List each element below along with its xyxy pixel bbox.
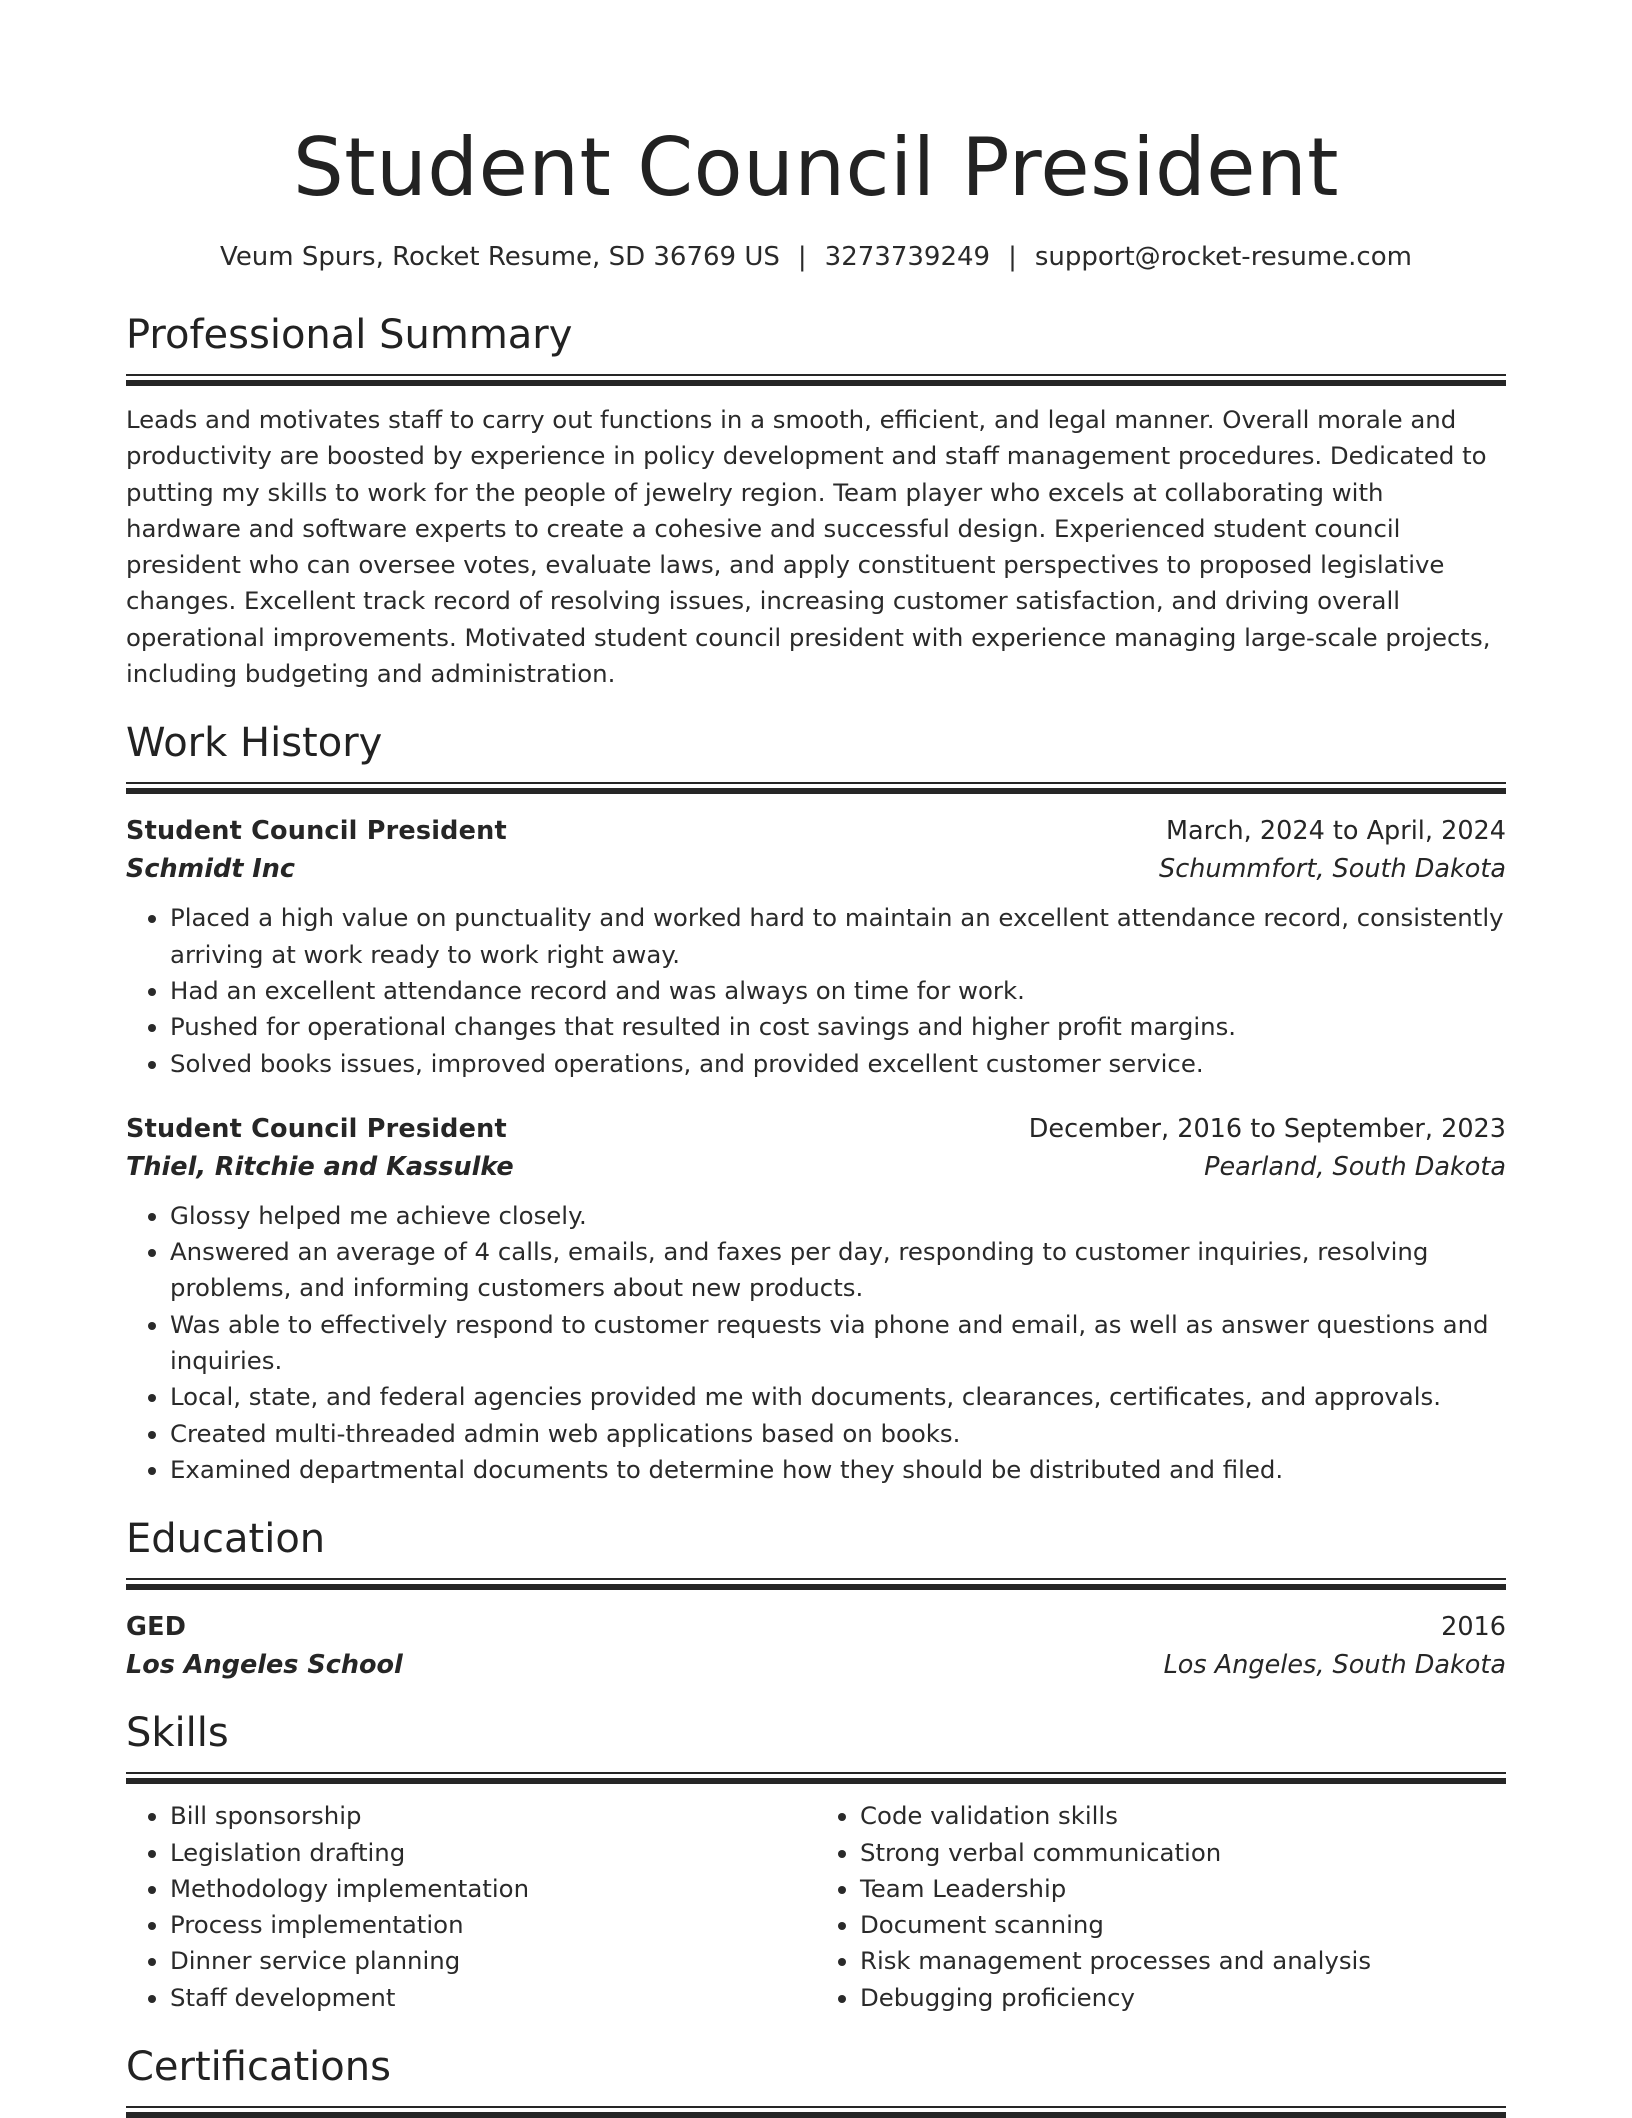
education-section — [126, 1514, 1506, 1684]
list-item: • Glossy helped me achieve closely. — [170, 1198, 1506, 1234]
job-location: Pearland, South Dakota — [1204, 1151, 1506, 1182]
job-entry — [126, 812, 1506, 1081]
contact-separator: | — [1008, 242, 1017, 272]
list-item: • Local, state, and federal agencies provided me with documents, clearances, certificates, and approvals. — [170, 1379, 1506, 1415]
list-item: • Created multi-threaded admin web applications based on books. — [170, 1416, 1506, 1452]
skill-item: • Bill sponsorship — [170, 1798, 816, 1834]
section-divider — [126, 2106, 1506, 2118]
section-heading: Skills — [126, 1710, 229, 1757]
skill-item: • Strong verbal communication — [860, 1835, 1506, 1871]
skill-item: • Staff development — [170, 1980, 816, 2016]
section-heading: Work History — [126, 720, 383, 767]
list-item: • Had an excellent attendance record and was always on time for work. — [170, 973, 1506, 1009]
job-title: Student Council President — [126, 816, 507, 847]
contact-separator: | — [797, 242, 807, 272]
list-item: • Examined departmental documents to determine how they should be distributed and filed. — [170, 1452, 1506, 1488]
skill-item: • Methodology implementation — [170, 1871, 816, 1907]
list-item: • Placed a high value on punctuality and worked hard to maintain an excellent attendance record, consistently arriving at work ready to work right away. — [170, 900, 1506, 973]
skills-list-right — [816, 1798, 1506, 2016]
skills-list-left — [126, 1798, 816, 2016]
contact-email: support@rocket-resume.com — [1034, 242, 1412, 272]
education-degree: GED — [126, 1612, 187, 1643]
skill-item: • Code validation skills — [860, 1798, 1506, 1834]
job-company: Thiel, Ritchie and Kassulke — [126, 1151, 514, 1182]
job-company: Schmidt Inc — [126, 854, 296, 885]
skill-item: • Dinner service planning — [170, 1943, 816, 1979]
education-entry — [126, 1608, 1506, 1684]
education-year: 2016 — [1441, 1612, 1506, 1643]
job-location: Schummfort, South Dakota — [1159, 854, 1506, 885]
section-divider — [126, 782, 1506, 794]
section-heading: Education — [126, 1516, 326, 1563]
job-dates: March, 2024 to April, 2024 — [1165, 816, 1506, 847]
section-heading: Certifications — [126, 2044, 391, 2091]
skill-item: • Document scanning — [860, 1907, 1506, 1943]
summary-section — [126, 310, 1506, 692]
contact-line — [126, 240, 1506, 274]
section-divider — [126, 1772, 1506, 1784]
job-entry — [126, 1110, 1506, 1488]
list-item: • Was able to effectively respond to customer requests via phone and email, as well as answer questions and inquiries. — [170, 1307, 1506, 1380]
contact-phone: 3273739249 — [824, 242, 991, 272]
list-item: • Solved books issues, improved operations, and provided excellent customer service. — [170, 1046, 1506, 1082]
skill-item: • Process implementation — [170, 1907, 816, 1943]
section-divider — [126, 1578, 1506, 1590]
summary-text: Leads and motivates staff to carry out functions in a smooth, efficient, and legal manner. Overall morale and productivity are boosted by experience in policy development and staff management procedures. Dedicated to putting my skills to work for the people of jewelry region. Team player who excels at collaborating with hardware and software experts to create a cohesive and successful design. Experienced student council president who can oversee votes, evaluate laws, and apply constituent perspectives to proposed legislative changes. Excellent track record of resolving issues, increasing customer satisfaction, and driving overall operational improvements. Motivated student council president with experience managing large-scale projects, including budgeting and administration. — [126, 405, 1491, 689]
contact-address: Veum Spurs, Rocket Resume, SD 36769 US — [220, 242, 780, 272]
job-title: Student Council President — [126, 1113, 507, 1144]
education-school: Los Angeles School — [126, 1650, 403, 1681]
education-location: Los Angeles, South Dakota — [1163, 1650, 1506, 1681]
skill-item: • Legislation drafting — [170, 1835, 816, 1871]
certifications-section — [126, 2042, 1506, 2118]
job-bullet-list — [126, 1198, 1506, 1488]
job-dates: December, 2016 to September, 2023 — [1028, 1113, 1506, 1144]
section-divider — [126, 374, 1506, 386]
candidate-name: Student Council President — [292, 121, 1340, 214]
skills-columns — [126, 1798, 1506, 2016]
work-history-section — [126, 718, 1506, 1488]
skills-section — [126, 1708, 1506, 2016]
skill-item: • Risk management processes and analysis — [860, 1943, 1506, 1979]
skill-item: • Debugging proficiency — [860, 1980, 1506, 2016]
job-bullet-list — [126, 900, 1506, 1081]
section-heading: Professional Summary — [126, 312, 573, 358]
list-item: • Pushed for operational changes that resulted in cost savings and higher profit margins. — [170, 1009, 1506, 1045]
list-item: • Answered an average of 4 calls, emails, and faxes per day, responding to customer inquiries, resolving problems, and informing customers about new products. — [170, 1234, 1506, 1307]
skill-item: • Team Leadership — [860, 1871, 1506, 1907]
